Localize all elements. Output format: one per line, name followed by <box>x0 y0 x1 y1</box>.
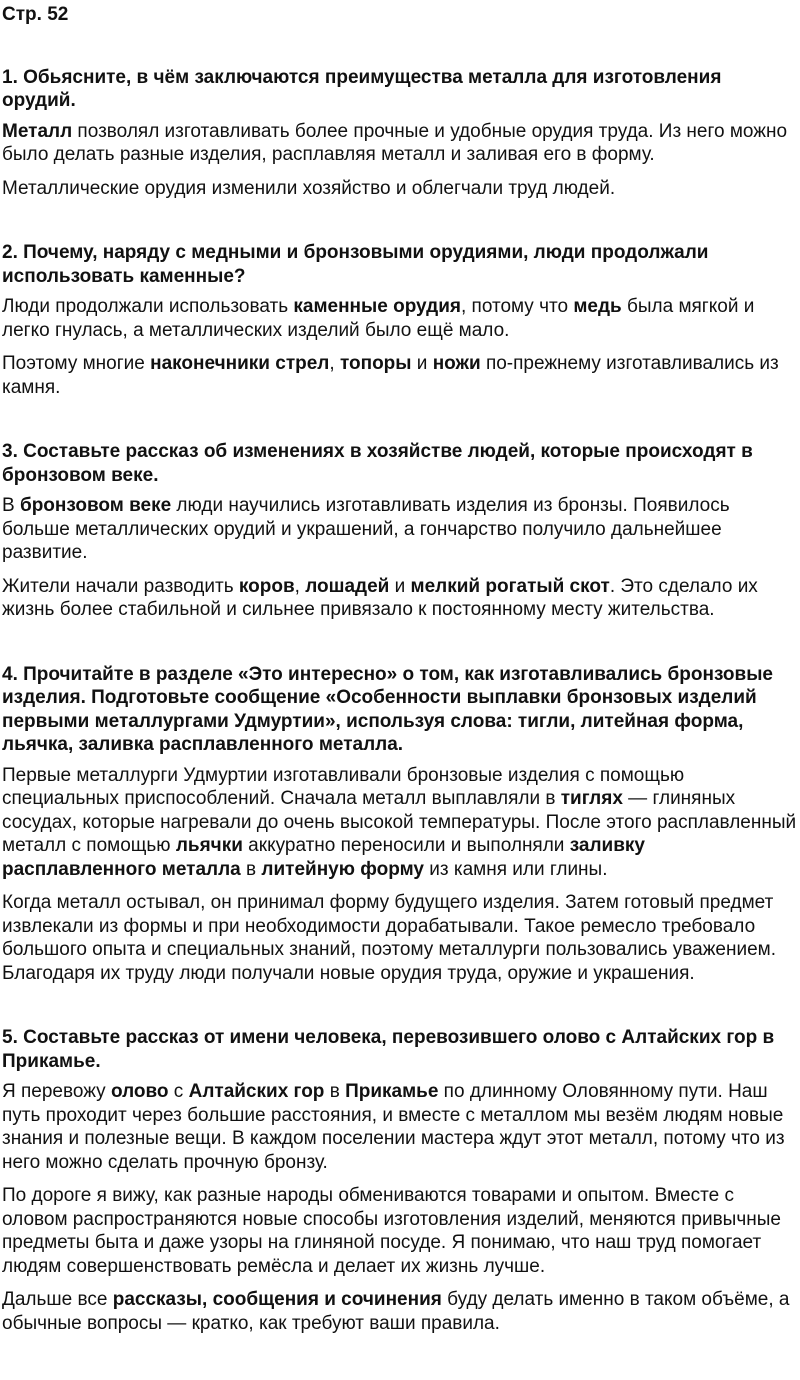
answer-paragraph <box>2 295 800 342</box>
bold-term: топоры <box>339 353 412 374</box>
bold-term: Алтайских гор <box>188 1081 325 1102</box>
question-section <box>2 241 800 399</box>
question-heading: 5. Составьте рассказ от имени человека, перевозившего олово с Алтайских гор в Прикамье. <box>2 1027 775 1072</box>
bold-term: олово <box>110 1081 169 1102</box>
answer-paragraph <box>2 764 800 882</box>
question-heading: 3. Составьте рассказ об изменениях в хозяйстве людей, которые происходят в бронзовом веке. <box>2 441 753 486</box>
bold-term: коров <box>238 575 295 597</box>
text-run: По дороге я вижу, как разные народы обмениваются товарами и опытом. Вместе с оловом распространяются новые способы изготовления изделий, меняются привычные предметы быта и даже узоры на глиняной посуде. Я понимаю, что наш труд помогает людям совершенствовать ремёсла и делает их жизнь лучше. <box>2 1185 781 1277</box>
text-run: буду делать именно в таком объёме, а обычные вопросы — кратко, как требуют ваши правила. <box>2 1289 790 1334</box>
answer-paragraph <box>2 352 800 399</box>
answer-paragraph <box>2 1184 800 1278</box>
text-run: Когда металл остывал, он принимал форму будущего изделия. Затем готовый предмет извлекали из формы и при необходимости дорабатывали. Такое ремесло требовало большого опыта и специальных знаний, поэтому металлурги пользовались уважением. Благодаря их труду люди получали новые орудия труда, оружие и украшения. <box>2 892 776 984</box>
answer-paragraph <box>2 120 800 167</box>
answer-paragraph <box>2 1288 800 1335</box>
text-run: в <box>324 1081 346 1102</box>
text-run: Металлические орудия изменили хозяйство и облегчали труд людей. <box>2 177 616 199</box>
text-run: была мягкой и легко гнулась, а металлических изделий было ещё мало. <box>2 296 755 341</box>
answer-paragraph <box>2 891 800 985</box>
text-run: и <box>389 575 411 597</box>
text-run: , <box>294 575 306 597</box>
bold-term: Прикамье <box>345 1081 439 1102</box>
bold-term: заливку расплавленного металла <box>2 835 645 880</box>
text-run: . Это сделало их жизнь более стабильной и сильнее привязало к постоянному месту жительства. <box>2 575 758 620</box>
text-run: люди научились изготавливать изделия из бронзы. Появилось больше металлических орудий и украшений, а гончарство получило дальнейшее развитие. <box>2 495 730 563</box>
question-section <box>2 440 800 622</box>
answer-paragraph <box>2 1080 800 1174</box>
bold-term: наконечники стрел <box>150 353 330 374</box>
bold-term: льячки <box>175 835 243 856</box>
text-run: по-прежнему изготавливались из камня. <box>2 353 779 398</box>
text-run: , <box>329 353 340 374</box>
text-run: , потому что <box>460 296 574 317</box>
answers-container <box>2 66 800 1336</box>
bold-term: литейную форму <box>261 858 424 880</box>
text-run: В <box>2 495 20 516</box>
bold-term: каменные орудия <box>293 296 461 317</box>
text-run: с <box>168 1081 189 1102</box>
text-run: Люди продолжали использовать <box>2 296 294 317</box>
text-run: аккуратно переносили и выполняли <box>242 835 570 856</box>
text-run: Поэтому многие <box>2 353 151 374</box>
text-run: Первые металлурги Удмуртии изготавливали бронзовые изделия с помощью специальных приспособлений. Сначала металл выплавляли в <box>2 764 685 809</box>
bold-term: Металл <box>2 120 73 142</box>
bold-term: рассказы, сообщения и сочинения <box>112 1289 442 1310</box>
text-run: Дальше все <box>2 1289 113 1310</box>
bold-term: мелкий рогатый скот <box>410 575 610 597</box>
page-number-title: Стр. 52 <box>2 4 69 25</box>
text-run: Жители начали разводить <box>2 575 239 597</box>
text-run: из камня или глины. <box>423 858 608 880</box>
answer-paragraph <box>2 494 800 565</box>
question-heading: 4. Прочитайте в разделе «Это интересно» о том, как изготавливались бронзовые изделия. Подготовьте сообщение «Особенности выплавки бронзовых изделий первыми металлургами Удмуртии», используя слова: тигли, литейная форма, льячка, заливка расплавленного металла. <box>2 663 773 755</box>
question-section <box>2 663 800 986</box>
bold-term: бронзовом веке <box>19 495 172 516</box>
question-section <box>2 66 800 201</box>
bold-term: тиглях <box>560 788 623 809</box>
bold-term: медь <box>573 296 622 317</box>
text-run: позволял изготавливать более прочные и удобные орудия труда. Из него можно было делать разные изделия, расплавляя металл и заливая его в форму. <box>2 120 788 165</box>
text-run: — глиняных сосудах, которые нагревали до очень высокой температуры. После этого расплавленный металл с помощью <box>2 788 797 856</box>
answer-paragraph <box>2 575 800 622</box>
text-run: по длинному Оловянному пути. Наш путь проходит через большие расстояния, и вместе с металлом мы везём людям новые знания и полезные вещи. В каждом поселении мастера ждут этот металл, потому что из него можно сделать прочную бронзу. <box>2 1081 785 1173</box>
question-heading: 2. Почему, наряду с медными и бронзовыми орудиями, люди продолжали использовать каменные? <box>2 242 709 287</box>
question-heading: 1. Обьясните, в чём заключаются преимущества металла для изготовления орудий. <box>2 66 722 111</box>
text-run: Я перевожу <box>2 1081 111 1102</box>
bold-term: ножи <box>432 353 481 374</box>
bold-term: лошадей <box>305 575 390 597</box>
answer-paragraph <box>2 177 800 201</box>
question-section <box>2 1026 800 1335</box>
text-run: и <box>411 353 433 374</box>
text-run: в <box>240 858 262 880</box>
